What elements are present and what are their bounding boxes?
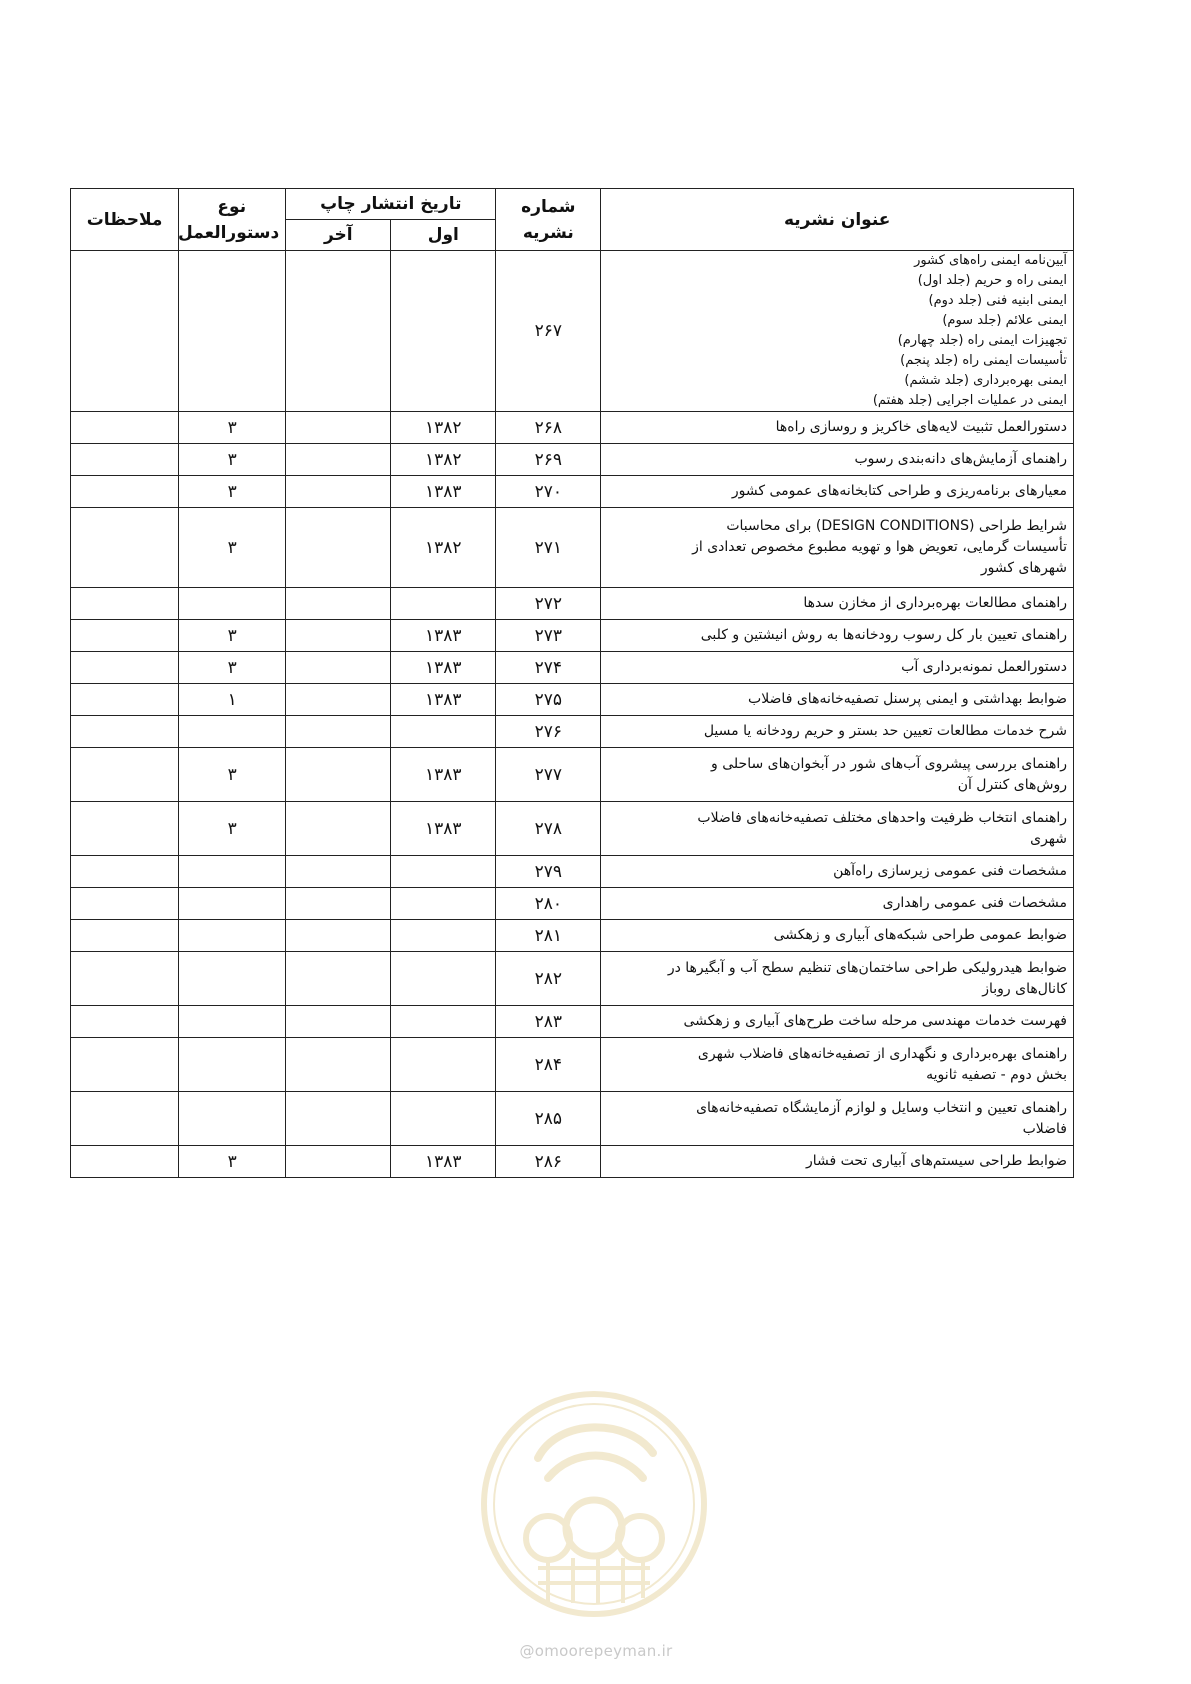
title-line: شرایط طراحی (DESIGN CONDITIONS) برای محاسبات (726, 518, 1067, 534)
title-line: دستورالعمل تثبیت لایه‌های خاکریز و روسازی راه‌ها (775, 419, 1067, 435)
cell-title (601, 856, 1074, 888)
title-line: تأسیسات ایمنی راه (جلد پنجم) (900, 353, 1067, 368)
title-line: فاضلاب (1022, 1120, 1067, 1137)
cell-last-date (286, 888, 391, 920)
cell-number: ۲۶۹ (496, 444, 601, 476)
cell-title (601, 476, 1074, 508)
header-publish-date: تاریخ انتشار چاپ (286, 189, 496, 220)
cell-first-date: ۱۳۸۳ (391, 802, 496, 856)
header-notes: ملاحظات (71, 189, 179, 251)
cell-notes (71, 1006, 179, 1038)
title-line: راهنمای مطالعات بهره‌برداری از مخازن سدها (803, 595, 1067, 611)
title-line: مشخصات فنی عمومی زیرسازی راه‌آهن (833, 863, 1067, 879)
header-number-label: شماره نشریه (521, 196, 576, 243)
title-line: راهنمای بهره‌برداری و نگهداری از تصفیه‌خانه‌های فاضلاب شهری (697, 1045, 1067, 1062)
cell-type: ۳ (179, 1146, 286, 1178)
title-line: تجهیزات ایمنی راه (جلد چهارم) (897, 333, 1067, 348)
cell-last-date (286, 444, 391, 476)
cell-first-date: ۱۳۸۲ (391, 444, 496, 476)
cell-last-date (286, 802, 391, 856)
title-line: ایمنی در عملیات اجرایی (جلد هفتم) (872, 393, 1067, 408)
cell-first-date: ۱۳۸۳ (391, 684, 496, 716)
cell-notes (71, 888, 179, 920)
title-line: ضوابط عمومی طراحی شبکه‌های آبیاری و زهکشی (773, 927, 1067, 943)
cell-first-date (391, 1092, 496, 1146)
cell-title (601, 888, 1074, 920)
cell-number: ۲۷۷ (496, 748, 601, 802)
cell-title (601, 1092, 1074, 1146)
cell-title (601, 620, 1074, 652)
table-row (71, 652, 1074, 684)
title-line: تأسیسات گرمایی، تعویض هوا و تهویه مطبوع مخصوص تعدادی از (692, 539, 1067, 555)
cell-notes (71, 1038, 179, 1092)
watermark-logo (478, 1388, 710, 1620)
cell-first-date (391, 716, 496, 748)
cell-type: ۳ (179, 620, 286, 652)
cell-type (179, 588, 286, 620)
cell-title (601, 952, 1074, 1006)
title-line: شهرهای کشور (980, 560, 1067, 576)
cell-notes (71, 476, 179, 508)
cell-last-date (286, 1038, 391, 1092)
cell-number: ۲۸۱ (496, 920, 601, 952)
cell-first-date: ۱۳۸۳ (391, 748, 496, 802)
table-row (71, 508, 1074, 588)
cell-number: ۲۶۷ (496, 251, 601, 412)
cell-type (179, 1092, 286, 1146)
cell-number: ۲۷۲ (496, 588, 601, 620)
cell-title (601, 1146, 1074, 1178)
table-row (71, 476, 1074, 508)
cell-notes (71, 508, 179, 588)
cell-title (601, 716, 1074, 748)
title-line: کانال‌های روباز (982, 980, 1067, 997)
title-line: بخش دوم - تصفیه ثانویه (926, 1066, 1067, 1083)
cell-last-date (286, 588, 391, 620)
cell-number: ۲۸۰ (496, 888, 601, 920)
cell-title (601, 444, 1074, 476)
cell-notes (71, 1146, 179, 1178)
cell-title (601, 588, 1074, 620)
title-line: راهنمای تعیین و انتخاب وسایل و لوازم آزمایشگاه تصفیه‌خانه‌های (696, 1099, 1067, 1116)
cell-number: ۲۶۸ (496, 412, 601, 444)
cell-number: ۲۸۵ (496, 1092, 601, 1146)
cell-first-date (391, 588, 496, 620)
cell-number: ۲۷۶ (496, 716, 601, 748)
cell-first-date (391, 920, 496, 952)
cell-type: ۱ (179, 684, 286, 716)
cell-notes (71, 412, 179, 444)
title-line: شرح خدمات مطالعات تعیین حد بستر و حریم رودخانه یا مسیل (703, 723, 1067, 739)
title-line: راهنمای تعیین بار کل رسوب رودخانه‌ها به روش انیشتین و کلبی (700, 627, 1067, 643)
cell-first-date (391, 888, 496, 920)
table-row (71, 856, 1074, 888)
cell-type (179, 251, 286, 412)
cell-last-date (286, 652, 391, 684)
header-last: آخر (286, 220, 391, 251)
cell-title (601, 1006, 1074, 1038)
cell-type: ۳ (179, 652, 286, 684)
cell-first-date (391, 1038, 496, 1092)
publications-table (70, 188, 1074, 1178)
cell-number: ۲۷۴ (496, 652, 601, 684)
cell-last-date (286, 716, 391, 748)
cell-last-date (286, 1092, 391, 1146)
title-line: ایمنی بهره‌برداری (جلد ششم) (904, 373, 1067, 388)
title-line: راهنمای انتخاب ظرفیت واحدهای مختلف تصفیه‌خانه‌های فاضلاب (697, 809, 1067, 826)
cell-type (179, 888, 286, 920)
cell-first-date: ۱۳۸۲ (391, 508, 496, 588)
cell-type: ۳ (179, 412, 286, 444)
cell-last-date (286, 476, 391, 508)
table-row (71, 620, 1074, 652)
cell-last-date (286, 952, 391, 1006)
title-line: مشخصات فنی عمومی راهداری (882, 895, 1067, 911)
cell-first-date: ۱۳۸۳ (391, 476, 496, 508)
cell-title (601, 508, 1074, 588)
cell-last-date (286, 251, 391, 412)
cell-type (179, 920, 286, 952)
cell-number: ۲۷۸ (496, 802, 601, 856)
table-row (71, 716, 1074, 748)
cell-last-date (286, 508, 391, 588)
cell-title (601, 920, 1074, 952)
cell-type (179, 952, 286, 1006)
table-row (71, 920, 1074, 952)
table-row (71, 802, 1074, 856)
cell-notes (71, 1092, 179, 1146)
cell-type: ۳ (179, 508, 286, 588)
title-line: آیین‌نامه ایمنی راه‌های کشور (914, 253, 1067, 268)
cell-last-date (286, 1146, 391, 1178)
header-number (496, 189, 601, 251)
cell-last-date (286, 620, 391, 652)
cell-notes (71, 748, 179, 802)
title-line: معیارهای برنامه‌ریزی و طراحی کتابخانه‌های عمومی کشور (731, 483, 1067, 499)
table-header (71, 189, 1074, 251)
header-first: اول (391, 220, 496, 251)
cell-notes (71, 802, 179, 856)
cell-number: ۲۷۱ (496, 508, 601, 588)
cell-type (179, 1006, 286, 1038)
cell-last-date (286, 1006, 391, 1038)
cell-notes (71, 251, 179, 412)
cell-notes (71, 684, 179, 716)
header-type (179, 189, 286, 251)
cell-number: ۲۷۳ (496, 620, 601, 652)
cell-type (179, 1038, 286, 1092)
cell-number: ۲۷۵ (496, 684, 601, 716)
title-line: ایمنی علائم (جلد سوم) (942, 313, 1067, 328)
cell-title (601, 412, 1074, 444)
table-row (71, 1146, 1074, 1178)
title-line: شهری (1030, 830, 1067, 847)
cell-notes (71, 716, 179, 748)
cell-notes (71, 952, 179, 1006)
cell-number: ۲۷۰ (496, 476, 601, 508)
title-line: ایمنی ابنیه فنی (جلد دوم) (928, 293, 1067, 308)
cell-type (179, 856, 286, 888)
cell-title (601, 748, 1074, 802)
cell-number: ۲۷۹ (496, 856, 601, 888)
cell-type: ۳ (179, 748, 286, 802)
header-title: عنوان نشریه (601, 189, 1074, 251)
title-line: فهرست خدمات مهندسی مرحله ساخت طرح‌های آبیاری و زهکشی (683, 1013, 1067, 1029)
table-row (71, 684, 1074, 716)
cell-title (601, 802, 1074, 856)
cell-notes (71, 920, 179, 952)
cell-first-date (391, 856, 496, 888)
watermark-caption: @omoorepeyman.ir (519, 1642, 673, 1660)
cell-last-date (286, 920, 391, 952)
cell-title (601, 251, 1074, 412)
cell-last-date (286, 748, 391, 802)
title-line: ایمنی راه و حریم (جلد اول) (917, 273, 1067, 288)
title-line: ضوابط طراحی سیستم‌های آبیاری تحت فشار (805, 1153, 1067, 1169)
cell-last-date (286, 412, 391, 444)
cell-type (179, 716, 286, 748)
cell-first-date: ۱۳۸۳ (391, 620, 496, 652)
cell-first-date: ۱۳۸۲ (391, 412, 496, 444)
title-line: راهنمای آزمایش‌های دانه‌بندی رسوب (854, 451, 1067, 467)
cell-first-date (391, 1006, 496, 1038)
cell-number: ۲۸۲ (496, 952, 601, 1006)
cell-type: ۳ (179, 444, 286, 476)
table-row (71, 952, 1074, 1006)
cell-type: ۳ (179, 476, 286, 508)
cell-last-date (286, 856, 391, 888)
table-row (71, 1092, 1074, 1146)
cell-last-date (286, 684, 391, 716)
title-line: دستورالعمل نمونه‌برداری آب (901, 659, 1067, 675)
cell-first-date (391, 251, 496, 412)
cell-title (601, 652, 1074, 684)
table-body (71, 251, 1074, 1178)
title-line: ضوابط هیدرولیکی طراحی ساختمان‌های تنظیم سطح آب و آبگیرها در (667, 959, 1067, 976)
title-line: ضوابط بهداشتی و ایمنی پرسنل تصفیه‌خانه‌های فاضلاب (748, 691, 1067, 707)
table-row (71, 588, 1074, 620)
header-row-1 (71, 189, 1074, 220)
cell-number: ۲۸۶ (496, 1146, 601, 1178)
cell-first-date: ۱۳۸۳ (391, 652, 496, 684)
title-line: روش‌های کنترل آن (957, 776, 1067, 793)
cell-notes (71, 620, 179, 652)
cell-title (601, 1038, 1074, 1092)
table-row (71, 1006, 1074, 1038)
cell-type: ۳ (179, 802, 286, 856)
cell-number: ۲۸۳ (496, 1006, 601, 1038)
cell-notes (71, 588, 179, 620)
cell-title (601, 684, 1074, 716)
cell-first-date (391, 952, 496, 1006)
table-row (71, 888, 1074, 920)
cell-number: ۲۸۴ (496, 1038, 601, 1092)
table-row (71, 444, 1074, 476)
cell-first-date: ۱۳۸۳ (391, 1146, 496, 1178)
table-row (71, 251, 1074, 412)
cell-notes (71, 444, 179, 476)
cell-notes (71, 856, 179, 888)
table-row (71, 1038, 1074, 1092)
header-type-label: نوع دستورالعمل (178, 196, 280, 243)
title-line: راهنمای بررسی پیشروی آب‌های شور در آبخوان‌های ساحلی و (711, 755, 1067, 772)
cell-notes (71, 652, 179, 684)
table-row (71, 412, 1074, 444)
table-row (71, 748, 1074, 802)
